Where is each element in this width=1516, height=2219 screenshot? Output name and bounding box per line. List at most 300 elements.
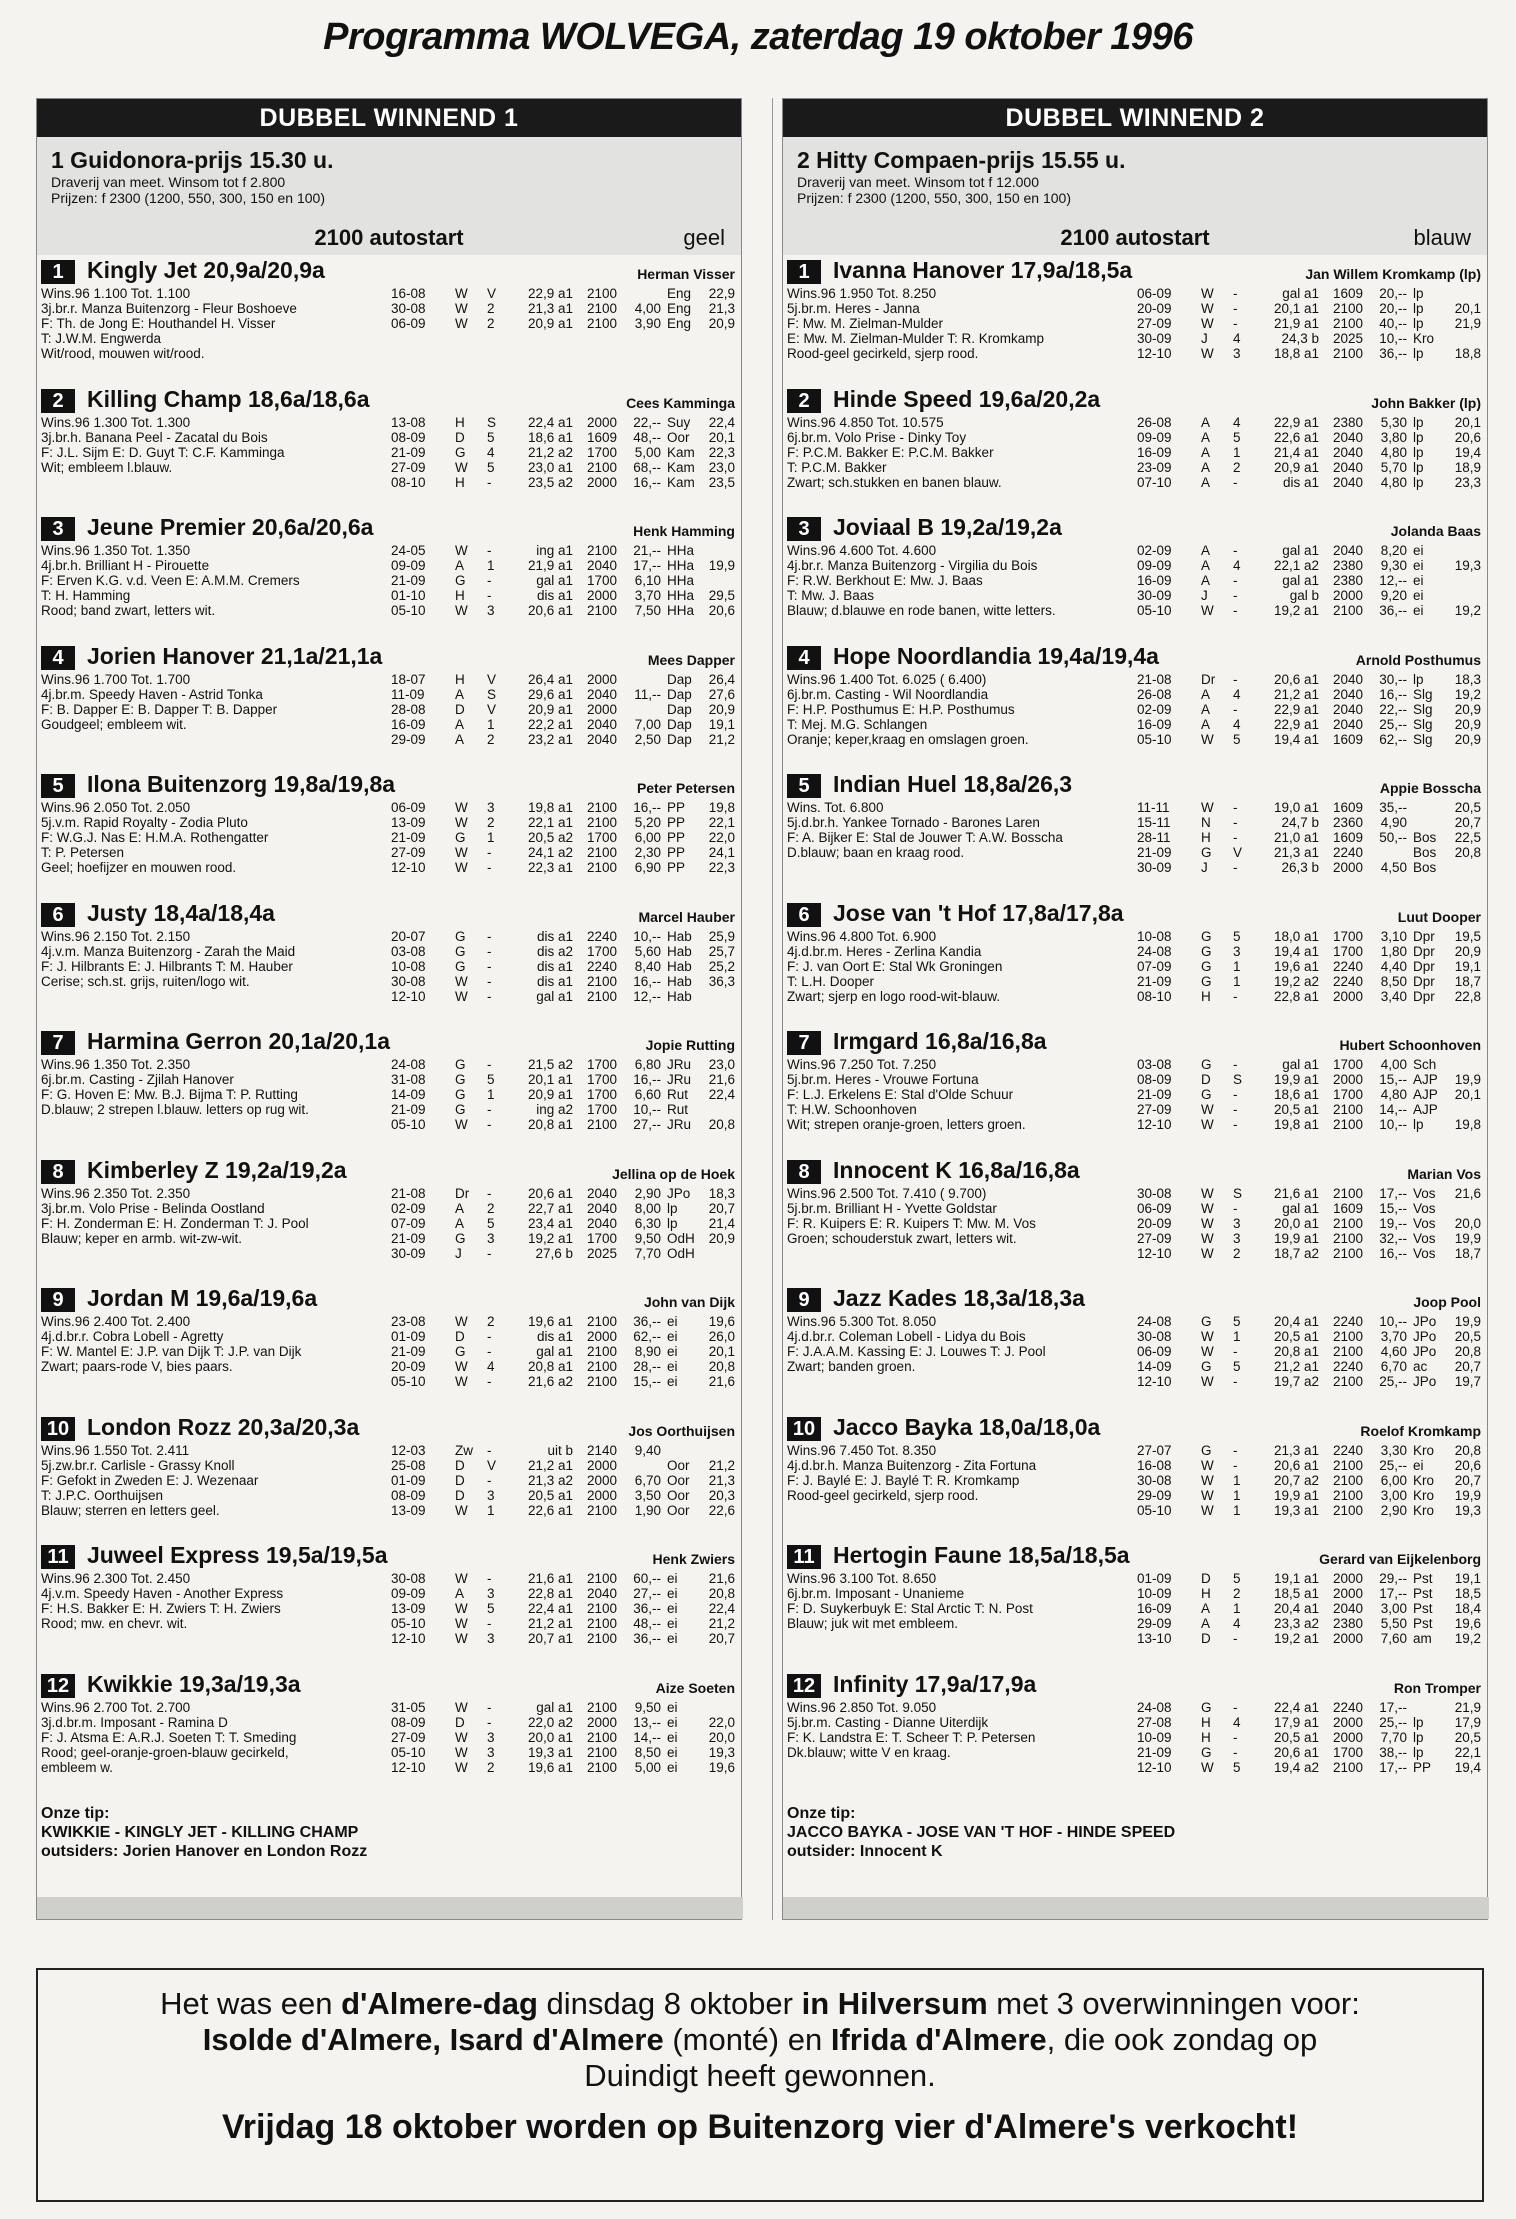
horse-header	[783, 771, 1489, 799]
performance-cell: 5	[1233, 1359, 1241, 1374]
performance-cell: 68,--	[633, 459, 661, 475]
performance-cell: 20,6	[1454, 429, 1481, 445]
performance-cell: -	[487, 1571, 492, 1586]
performance-cell: 06-09	[1137, 286, 1172, 301]
performance-cell: 2240	[1333, 973, 1364, 989]
performance-cell: G	[455, 943, 466, 959]
performance-cell: W	[1201, 1200, 1214, 1216]
performance-cell: ei	[667, 1374, 678, 1389]
performance-cell: 22,3	[708, 444, 735, 460]
performance-cell: ei	[667, 1699, 678, 1715]
performance-cell: 20,0 a1	[527, 1729, 573, 1745]
performance-cell: 19,9	[1454, 1072, 1481, 1087]
performance-cell: 2100	[587, 1601, 618, 1616]
performance-cell: -	[1233, 1117, 1238, 1132]
performance-cell: A	[1201, 444, 1211, 460]
performance-cell: Bos	[1413, 845, 1437, 860]
performance-cell: 2000	[1333, 988, 1364, 1004]
performance-cell: 1700	[587, 830, 618, 845]
performance-cell: A	[455, 716, 465, 732]
horse-entry	[783, 1285, 1489, 1407]
performance-cell: JPo	[1413, 1374, 1437, 1389]
performance-cell: 2100	[587, 1759, 618, 1775]
performance-cell: Vos	[1413, 1230, 1436, 1246]
performance-cell: 27-09	[391, 845, 426, 860]
performance-cell: 25,7	[708, 943, 735, 959]
performance-cell: 19,2	[1454, 1631, 1481, 1646]
performance-cell: 21,3 a1	[1273, 1442, 1319, 1458]
performance-cell: 19,3 a1	[1273, 1502, 1319, 1518]
performance-row	[391, 1087, 737, 1102]
performance-cell: 2100	[587, 286, 618, 301]
horse-info-line: F: Mw. M. Zielman-Mulder	[787, 316, 944, 331]
performance-cell: -	[1233, 588, 1238, 603]
performance-cell: 07-10	[1137, 474, 1172, 490]
performance-cell: Kro	[1413, 331, 1435, 346]
performance-cell: 18,7	[1454, 1245, 1481, 1261]
performance-cell: 19,3	[1454, 1502, 1481, 1518]
performance-cell: 22,9 a1	[1273, 414, 1319, 430]
performance-cell: H	[1201, 830, 1211, 845]
performance-cell: 1609	[1333, 286, 1364, 301]
performance-cell: lp	[1413, 1117, 1424, 1132]
performance-cell: 1700	[587, 1230, 618, 1246]
horse-info-line: Wins.96 2.050 Tot. 2.050	[41, 800, 191, 815]
performance-cell: 2100	[1333, 1502, 1364, 1518]
performance-cell: PP	[667, 860, 686, 875]
performance-cell: -	[1233, 800, 1238, 815]
performance-cell: Kro	[1413, 1472, 1435, 1488]
performance-cell: G	[455, 444, 466, 460]
performance-cell: JPo	[1413, 1329, 1437, 1344]
performance-cell: -	[1233, 603, 1238, 618]
performance-cell: 20,1	[1454, 301, 1481, 316]
performance-cell: 6,70	[1380, 1359, 1407, 1374]
performance-cell: 24-08	[1137, 943, 1172, 959]
performance-cell: 3	[487, 1487, 495, 1503]
performance-cell: ei	[667, 1329, 678, 1344]
performance-cell: 20,1 a1	[1273, 301, 1319, 316]
horse-number: 1	[787, 260, 821, 284]
performance-cell: 05-10	[391, 603, 426, 618]
performance-cell: dis a1	[536, 973, 573, 989]
performance-cell: D	[1201, 1631, 1211, 1646]
performance-row	[391, 1488, 737, 1503]
performance-cell: G	[455, 573, 466, 588]
performance-cell: 16-08	[391, 286, 426, 301]
performance-cell: 16-09	[1137, 716, 1172, 732]
performance-cell: PP	[667, 845, 686, 860]
horse-number: 10	[787, 1417, 821, 1441]
performance-row	[391, 445, 737, 460]
performance-cell: W	[455, 459, 468, 475]
performance-cell: 12-10	[1137, 1117, 1172, 1132]
horse-name: Jose van 't Hof 17,8a/17,8a	[833, 899, 1124, 926]
performance-cell: 17,9 a1	[1273, 1714, 1319, 1730]
performance-cell: W	[1201, 1344, 1214, 1359]
performance-cell: 2	[487, 1200, 495, 1216]
performance-cell: gal b	[1289, 588, 1319, 603]
performance-cell: Pst	[1413, 1616, 1433, 1631]
performance-cell: Dap	[667, 731, 692, 747]
performance-cell: 1	[1233, 444, 1241, 460]
performance-cell: 5	[1233, 1314, 1241, 1329]
performance-cell: JPo	[1413, 1344, 1437, 1359]
horse-info	[787, 800, 1147, 860]
performance-cell: 21-08	[1137, 671, 1172, 687]
performance-cell: 6,00	[634, 830, 661, 845]
performance-cell: 2040	[1333, 716, 1364, 732]
performance-cell: 22,4	[708, 414, 735, 430]
performance-cell: 22,--	[1379, 701, 1407, 717]
horse-info-line: 3j.br.h. Banana Peel - Zacatal du Bois	[41, 429, 268, 445]
performance-cell: 8,90	[634, 1344, 661, 1359]
performance-cell: ei	[1413, 558, 1424, 573]
performance-cell: W	[1201, 301, 1214, 316]
performance-cell: 18-07	[391, 671, 426, 687]
horse-header	[37, 386, 743, 414]
tip-label: Onze tip:	[41, 1805, 110, 1822]
performance-cell: 09-09	[1137, 429, 1172, 445]
performance-cell: 1,80	[1380, 943, 1407, 959]
performance-row	[391, 603, 737, 618]
performance-row	[1137, 989, 1483, 1004]
performance-row	[391, 989, 737, 1004]
performance-cell: 21-09	[391, 830, 426, 845]
performance-cell: 20,5	[1454, 1729, 1481, 1745]
performance-cell: 22,9	[708, 286, 735, 301]
performance-cell: -	[487, 1714, 492, 1730]
performance-row	[391, 1314, 737, 1329]
performance-cell: W	[1201, 346, 1214, 361]
performance-cell: 21,3 a2	[527, 1472, 573, 1488]
performance-cell: W	[1201, 1185, 1214, 1201]
horse-info-line: 5j.br.m. Heres - Vrouwe Fortuna	[787, 1072, 979, 1087]
performance-cell: -	[487, 958, 492, 974]
performance-cell: 18,7 a2	[1273, 1245, 1319, 1261]
performance-cell: 20,1	[708, 429, 735, 445]
performance-cell: 20,7	[1454, 1359, 1481, 1374]
performance-cell: 2100	[1333, 1472, 1364, 1488]
performance-cell: 3	[1233, 346, 1241, 361]
performance-row	[1137, 445, 1483, 460]
performance-cell: 20,6 a1	[1273, 1457, 1319, 1473]
performance-cell: 30-09	[1137, 860, 1172, 875]
performance-cell: Kam	[667, 459, 695, 475]
performance-cell: 2	[487, 301, 495, 316]
performance-cell: 19,3	[1454, 558, 1481, 573]
performance-cell: lp	[1413, 1729, 1424, 1745]
horse-number: 11	[787, 1545, 821, 1569]
performance-cell: 36,--	[633, 1314, 661, 1329]
performance-cell: 2100	[587, 459, 618, 475]
horse-info-line: 4j.d.br.r. Cobra Lobell - Agretty	[41, 1329, 224, 1344]
performance-cell: 30-08	[1137, 1472, 1172, 1488]
performance-cell: 2100	[587, 301, 618, 316]
performance-row	[391, 1117, 737, 1132]
performance-cell: Dr	[1201, 671, 1216, 687]
horse-info-line: T: P.C.M. Bakker	[787, 459, 887, 475]
performance-cell: Oor	[667, 1502, 690, 1518]
performance-cell: 2000	[587, 414, 618, 430]
horse-name: Hinde Speed 19,6a/20,2a	[833, 385, 1101, 412]
performance-cell: 21-08	[391, 1185, 426, 1201]
performance-cell: 27-09	[1137, 1230, 1172, 1246]
horse-name: Kwikkie 19,3a/19,3a	[87, 1670, 301, 1697]
performance-cell: 26,3 b	[1281, 860, 1319, 875]
performance-cell: 2100	[1333, 603, 1364, 618]
performance-cell: 21,3	[708, 1472, 735, 1488]
performance-cell: 2,30	[634, 845, 661, 860]
performance-cell: 21,3 a1	[1273, 845, 1319, 860]
advert-bold: d'Almere-dag	[341, 1986, 538, 2021]
performance-cell: dis a1	[536, 958, 573, 974]
horse-info-line: F: K. Landstra E: T. Scheer T: P. Petersen	[787, 1729, 1036, 1745]
performance-cell: 21-09	[391, 573, 426, 588]
performance-cell: 2000	[1333, 1714, 1364, 1730]
performance-row	[1137, 702, 1483, 717]
performance-cell: 9,30	[1380, 558, 1407, 573]
horse-driver: Luut Dooper	[1397, 908, 1481, 925]
performance-cell: 20,5 a1	[527, 1487, 573, 1503]
performance-cell: 2100	[587, 845, 618, 860]
performance-cell: 1	[1233, 973, 1241, 989]
performance-cell: 25-08	[391, 1457, 426, 1473]
performance-table	[1137, 1057, 1483, 1132]
performance-cell: G	[455, 830, 466, 845]
performance-cell: 20,6 a1	[1273, 671, 1319, 687]
performance-cell: 26-08	[1137, 686, 1172, 702]
performance-cell: Eng	[667, 286, 692, 301]
horse-info-line: Wins.96 2.400 Tot. 2.400	[41, 1314, 191, 1329]
performance-cell: 19,1	[1454, 958, 1481, 974]
performance-cell: 2000	[1333, 860, 1364, 875]
performance-cell: ei	[1413, 543, 1424, 558]
performance-cell: 21,0 a1	[1273, 830, 1319, 845]
horse-header	[37, 1542, 743, 1570]
performance-cell: 5,50	[1380, 1616, 1407, 1631]
performance-row	[1137, 475, 1483, 490]
performance-cell: 1	[487, 1502, 495, 1518]
performance-cell: 9,40	[634, 1442, 661, 1458]
performance-cell: 2100	[1333, 1117, 1364, 1132]
performance-cell: V	[487, 286, 497, 301]
performance-cell: 30-09	[391, 1245, 426, 1261]
performance-cell: 26,0	[708, 1329, 735, 1344]
horse-driver: Joop Pool	[1413, 1294, 1481, 1310]
horse-info-line: Wins.96 4.850 Tot. 10.575	[787, 414, 944, 430]
race-header	[37, 137, 741, 255]
performance-cell: A	[1201, 1601, 1211, 1616]
performance-cell: 8,20	[1380, 543, 1407, 558]
horse-info-line: F: D. Suykerbuyk E: Stal Arctic T: N. Post	[787, 1601, 1033, 1616]
performance-cell: 4,40	[1380, 958, 1407, 974]
performance-row	[1137, 830, 1483, 845]
horse-info-line: Wins.96 2.700 Tot. 2.700	[41, 1699, 191, 1715]
performance-cell: 21,9	[1454, 316, 1481, 331]
performance-cell: 12-10	[391, 988, 426, 1004]
performance-cell: 29-09	[1137, 1616, 1172, 1631]
race-header	[783, 137, 1487, 255]
performance-row	[391, 1102, 737, 1117]
horse-driver: Roelof Kromkamp	[1360, 1422, 1481, 1439]
horse-entry	[783, 1028, 1489, 1150]
performance-cell: V	[487, 671, 497, 687]
horse-info-line: T: J.P.C. Oorthuijsen	[41, 1487, 164, 1503]
performance-cell: Vos	[1413, 1215, 1436, 1231]
performance-cell: W	[455, 1699, 468, 1715]
performance-row	[1137, 301, 1483, 316]
performance-cell: 2,90	[634, 1185, 661, 1201]
performance-cell: 4	[1233, 686, 1241, 702]
horse-info-line: F: H.P. Posthumus E: H.P. Posthumus	[787, 701, 1015, 717]
performance-row	[1137, 1601, 1483, 1616]
performance-row	[391, 1216, 737, 1231]
performance-row	[391, 1601, 737, 1616]
performance-cell: 3,10	[1380, 928, 1407, 944]
performance-cell: 2,50	[634, 731, 661, 747]
performance-cell: -	[1233, 1374, 1238, 1389]
performance-row	[1137, 1087, 1483, 1102]
performance-cell: 05-10	[1137, 603, 1172, 618]
horse-name: Harmina Gerron 20,1a/20,1a	[87, 1028, 390, 1054]
race-prizes: Prijzen: f 2300 (1200, 550, 300, 150 en 100)	[797, 190, 1071, 206]
performance-cell: 5,00	[634, 1759, 661, 1775]
horse-info-line: Wins.96 1.100 Tot. 1.100	[41, 286, 191, 301]
performance-cell: -	[1233, 860, 1238, 875]
performance-cell: W	[1201, 1329, 1214, 1344]
horse-info-line: Wins.96 2.850 Tot. 9.050	[787, 1699, 937, 1715]
performance-cell: 20,5 a1	[1273, 1729, 1319, 1745]
performance-row	[391, 815, 737, 830]
performance-cell: 09-09	[1137, 558, 1172, 573]
performance-cell: 2	[1233, 459, 1241, 475]
performance-cell: gal a1	[1282, 543, 1319, 558]
performance-cell: 2000	[1333, 1631, 1364, 1646]
performance-cell: 2100	[1333, 1245, 1364, 1261]
performance-cell: 22,8 a1	[1273, 988, 1319, 1004]
performance-row	[391, 672, 737, 687]
performance-cell: 19,2	[1454, 603, 1481, 618]
performance-cell: 20,6 a1	[1273, 1744, 1319, 1760]
performance-cell: 2040	[587, 686, 618, 702]
performance-cell: W	[1201, 1487, 1214, 1503]
performance-row	[391, 1503, 737, 1518]
horse-driver: Peter Petersen	[636, 780, 735, 796]
performance-cell: 08-09	[391, 1487, 426, 1503]
performance-cell: 12-10	[391, 860, 426, 875]
performance-cell: 16-09	[1137, 444, 1172, 460]
performance-cell: 22,8 a1	[527, 1586, 573, 1601]
performance-cell: 20,8	[708, 1359, 735, 1374]
horse-info-line: 6j.br.m. Imposant - Unanieme	[787, 1586, 965, 1601]
performance-cell: 18,7	[1454, 973, 1481, 989]
horse-info-line: Wins.96 1.350 Tot. 1.350	[41, 543, 191, 558]
performance-cell: 4	[1233, 414, 1241, 430]
performance-row	[391, 702, 737, 717]
performance-row	[1137, 573, 1483, 588]
performance-cell: 2100	[587, 603, 618, 618]
horse-name: Joviaal B 19,2a/19,2a	[833, 514, 1062, 540]
performance-cell: ei	[667, 1714, 678, 1730]
performance-cell: 14,--	[633, 1729, 661, 1745]
performance-cell: 3	[487, 800, 495, 815]
performance-cell: 20,1	[708, 1344, 735, 1359]
performance-cell: 62,--	[633, 1329, 661, 1344]
performance-cell: -	[487, 988, 492, 1004]
performance-cell: 26,4	[708, 671, 735, 687]
performance-cell: 2100	[587, 1729, 618, 1745]
performance-cell: 2000	[1333, 1571, 1364, 1586]
horse-info-line: Oranje; keper,kraag en omslagen groen.	[787, 731, 1029, 747]
performance-cell: 2	[487, 1759, 495, 1775]
performance-row	[1137, 1329, 1483, 1344]
performance-cell: H	[455, 474, 465, 490]
horse-info-line: F: B. Dapper E: B. Dapper T: B. Dapper	[41, 701, 278, 717]
performance-cell: W	[455, 301, 468, 316]
performance-cell: -	[487, 1185, 492, 1201]
performance-cell: 3	[487, 1631, 495, 1646]
performance-cell: 25,--	[1379, 1714, 1407, 1730]
horse-info	[787, 1057, 1147, 1132]
horse-driver: Cees Kamminga	[626, 394, 735, 411]
horse-info	[41, 1057, 401, 1117]
performance-cell: 24-08	[1137, 1699, 1172, 1715]
performance-cell: 1	[1233, 1601, 1241, 1616]
performance-cell: H	[455, 588, 465, 603]
performance-cell: 23,5 a2	[527, 474, 573, 490]
performance-cell: 21,2	[708, 1457, 735, 1473]
performance-cell: 19,3	[708, 1744, 735, 1760]
performance-cell: 4	[487, 1359, 495, 1374]
horse-number: 3	[41, 517, 75, 541]
performance-cell: 22,7 a1	[527, 1200, 573, 1216]
performance-cell: 15,--	[1379, 1072, 1407, 1087]
performance-cell: 4,50	[1380, 860, 1407, 875]
horse-info-line: Wins. Tot. 6.800	[787, 800, 884, 815]
performance-row	[1137, 430, 1483, 445]
performance-table	[1137, 672, 1483, 747]
performance-cell: 1	[487, 1087, 495, 1102]
horse-entry	[783, 257, 1489, 379]
horse-entry	[783, 386, 1489, 508]
performance-cell: Hab	[667, 988, 692, 1004]
horse-entry	[783, 1414, 1489, 1536]
performance-cell: gal a1	[536, 1344, 573, 1359]
performance-cell: 13-09	[391, 815, 426, 830]
performance-cell: N	[1201, 815, 1211, 830]
performance-cell: 20,5 a2	[527, 830, 573, 845]
performance-cell: 9,50	[634, 1230, 661, 1246]
performance-cell: 21-09	[1137, 1087, 1172, 1102]
performance-cell: -	[487, 1102, 492, 1117]
performance-cell: 01-10	[391, 588, 426, 603]
performance-cell: 1	[1233, 1329, 1241, 1344]
performance-cell: 18,5	[1454, 1586, 1481, 1601]
horse-driver: Jos Oorthuijsen	[628, 1422, 735, 1439]
performance-cell: 23,3	[1454, 474, 1481, 490]
performance-cell: 8,00	[634, 1200, 661, 1216]
horse-name: Jorien Hanover 21,1a/21,1a	[87, 642, 383, 669]
performance-cell: 22,5	[1454, 830, 1481, 845]
performance-cell: 27-09	[1137, 316, 1172, 331]
horse-info-line: T: Mej. M.G. Schlangen	[787, 716, 928, 732]
performance-cell: PP	[667, 830, 686, 845]
performance-cell: 21,3	[708, 301, 735, 316]
performance-cell: 21-09	[391, 1344, 426, 1359]
horse-info-line: Wins.96 1.950 Tot. 8.250	[787, 286, 937, 301]
performance-cell: 2040	[1333, 671, 1364, 687]
